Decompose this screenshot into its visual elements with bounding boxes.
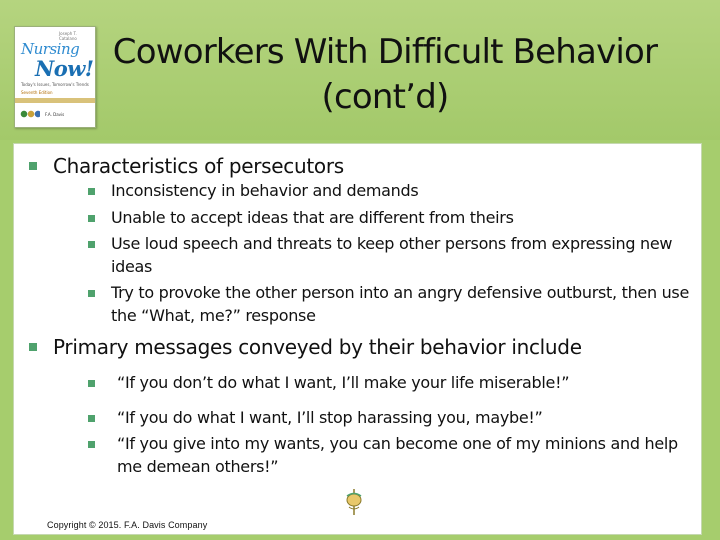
- book-decoration-icon: [20, 109, 40, 119]
- section-characteristics: [26, 154, 691, 327]
- sub-bullet-list: [53, 372, 697, 478]
- list-item-text: “If you do what I want, I’ll stop harassing you, maybe!”: [117, 407, 543, 427]
- sub-bullet-list: [53, 180, 691, 327]
- list-item-text: Use loud speech and threats to keep other persons from expressing new ideas: [111, 234, 673, 276]
- bullet-list: [26, 154, 691, 327]
- book-publisher: F.A. Davis: [45, 112, 65, 117]
- book-title-line2: Now!: [35, 56, 94, 81]
- list-item: [53, 207, 691, 230]
- book-author: Joseph T. Catalano: [59, 31, 77, 41]
- square-bullet-icon: [88, 290, 95, 297]
- list-item: [53, 282, 691, 327]
- list-item-text: Try to provoke the other person into an angry defensive outburst, then use the “What, me?” response: [111, 283, 690, 325]
- list-item-text: “If you don’t do what I want, I’ll make your life miserable!”: [117, 373, 570, 392]
- square-bullet-icon: [29, 162, 37, 170]
- slide-title-line2: (cont’d): [321, 77, 449, 117]
- book-cover-image: [14, 26, 96, 128]
- section-heading: Primary messages conveyed by their behavior include: [53, 335, 582, 359]
- list-item-text: Unable to accept ideas that are different from theirs: [111, 207, 514, 227]
- list-item: [53, 433, 697, 478]
- book-band: [15, 98, 95, 103]
- square-bullet-icon: [88, 441, 95, 448]
- square-bullet-icon: [88, 188, 95, 195]
- square-bullet-icon: [88, 380, 95, 387]
- square-bullet-icon: [29, 343, 37, 351]
- bullet-list: [26, 335, 697, 478]
- section-heading: Characteristics of persecutors: [53, 154, 344, 178]
- book-title-line1: Nursing: [21, 40, 80, 58]
- book-edition: Seventh Edition: [21, 90, 53, 95]
- square-bullet-icon: [88, 415, 95, 422]
- copyright-footer: Copyright © 2015. F.A. Davis Company: [47, 520, 208, 530]
- square-bullet-icon: [88, 241, 95, 248]
- list-item-text: Inconsistency in behavior and demands: [111, 181, 419, 200]
- caduceus-logo-icon: [344, 487, 364, 517]
- section-primary-messages: [26, 335, 697, 478]
- list-item: [53, 180, 691, 203]
- slide-title-line1: Coworkers With Difficult Behavior: [112, 32, 658, 72]
- list-item: [53, 372, 697, 395]
- content-panel: [13, 143, 702, 535]
- square-bullet-icon: [88, 215, 95, 222]
- list-item-text: “If you give into my wants, you can become one of my minions and help me demean others!”: [117, 434, 678, 476]
- list-item: [53, 233, 691, 278]
- list-item: [53, 407, 697, 430]
- slide-header: [0, 0, 720, 140]
- book-subtitle: Today's Issues, Tomorrow's Trends: [21, 82, 89, 87]
- slide-title: [100, 30, 670, 120]
